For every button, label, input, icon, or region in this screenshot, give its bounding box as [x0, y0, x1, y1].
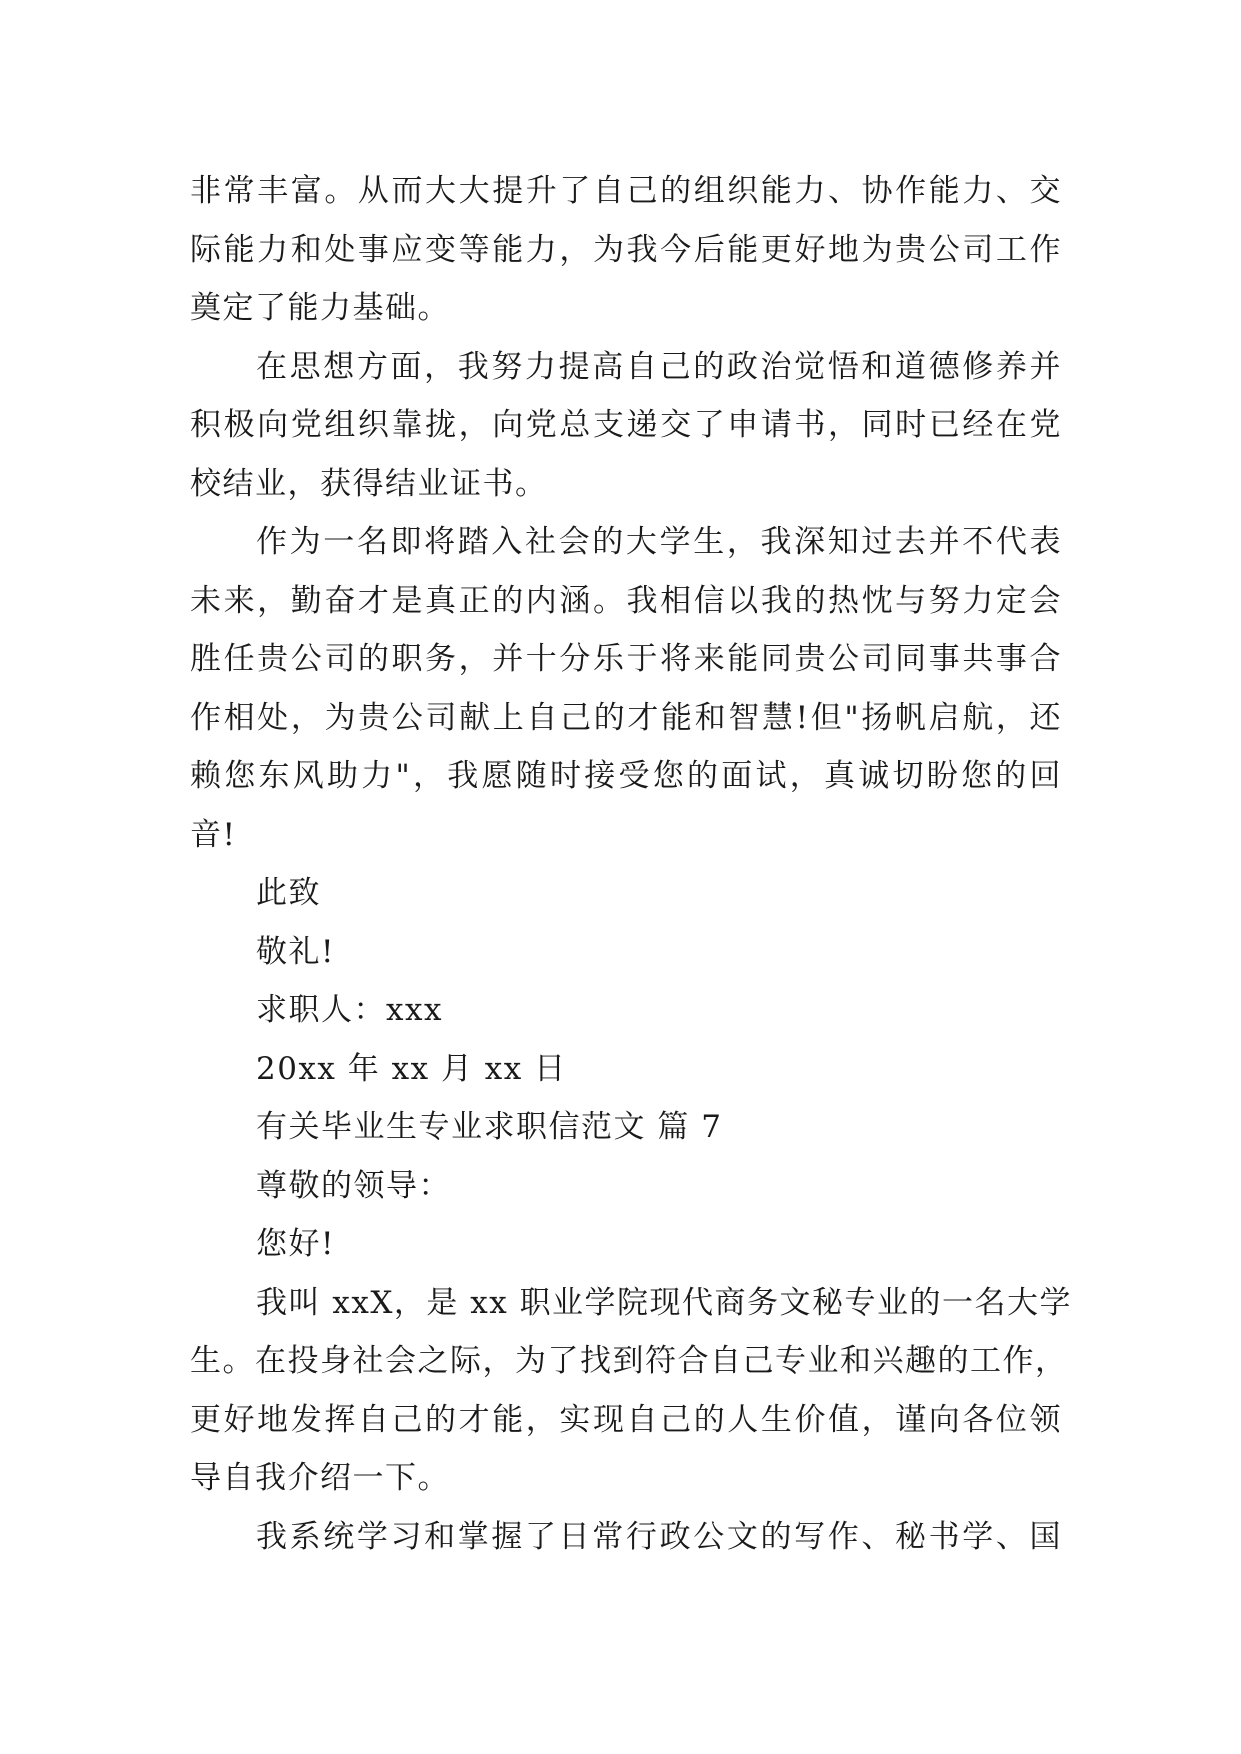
- greeting-recipient: 尊敬的领导：: [256, 1167, 451, 1204]
- text-line: 奠定了能力基础。: [190, 290, 450, 326]
- text-line: 未来，勤奋才是真正的内涵。我相信以我的热忱与努力定会: [190, 582, 1062, 619]
- text-line: 校结业，获得结业证书。: [190, 465, 548, 502]
- text-line: 非常丰富。从而大大提升了自己的组织能力、协作能力、交: [190, 173, 1062, 209]
- greeting: 您好!: [256, 1226, 335, 1262]
- paragraph-start: 作为一名即将踏入社会的大学生，我深知过去并不代表: [256, 524, 1062, 560]
- paragraph-start: 我系统学习和掌握了日常行政公文的写作、秘书学、国: [256, 1518, 1062, 1555]
- text-line: 积极向党组织靠拢，向党总支递交了申请书，同时已经在党: [190, 407, 1062, 443]
- text-line: 更好地发挥自己的才能，实现自己的人生价值，谨向各位领: [190, 1401, 1062, 1438]
- letter-body: [190, 162, 1073, 1566]
- text-line: 导自我介绍一下。: [190, 1460, 450, 1496]
- text-line: 际能力和处事应变等能力，为我今后能更好地为贵公司工作: [190, 231, 1062, 268]
- closing-salutation: 此致: [256, 875, 321, 911]
- text-line: 赖您东风助力"，我愿随时接受您的面试，真诚切盼您的回: [190, 758, 1062, 794]
- signature-applicant: 求职人：xxx: [256, 992, 443, 1028]
- section-heading: 有关毕业生专业求职信范文 篇 7: [256, 1109, 723, 1145]
- closing-regards: 敬礼!: [256, 933, 335, 970]
- paragraph-start: 在思想方面，我努力提高自己的政治觉悟和道德修养并: [256, 348, 1062, 385]
- paragraph-start: 我叫 xxX，是 xx 职业学院现代商务文秘专业的一名大学: [256, 1284, 1073, 1321]
- text-line: 生。在投身社会之际，为了找到符合自己专业和兴趣的工作，: [190, 1343, 1068, 1379]
- text-line: 音!: [190, 816, 237, 853]
- text-line: 胜任贵公司的职务，并十分乐于将来能同贵公司同事共事合: [190, 641, 1062, 677]
- text-line: 作相处，为贵公司献上自己的才能和智慧!但"扬帆启航，还: [190, 699, 1062, 736]
- signature-date: 20xx 年 xx 月 xx 日: [256, 1050, 567, 1087]
